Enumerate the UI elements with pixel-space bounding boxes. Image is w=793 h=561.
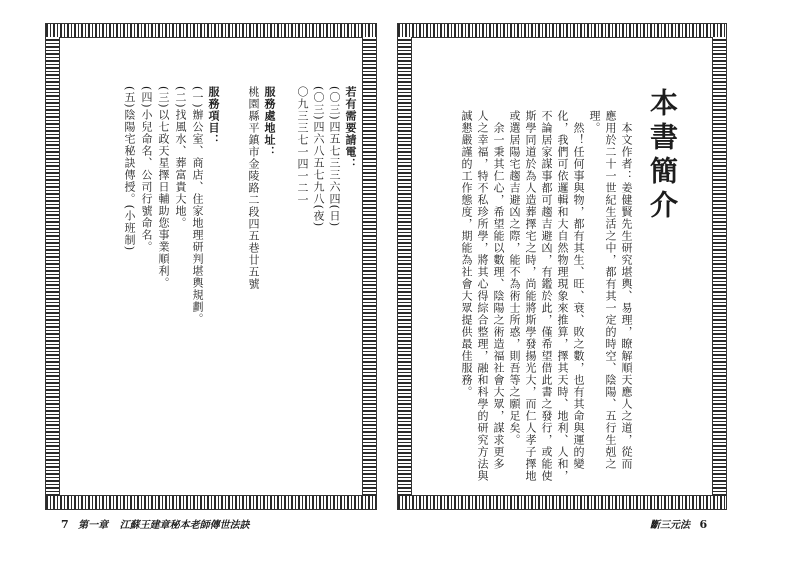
intro-line-5: 化，我們可依邏輯和大自然物理現象來推算，擇其天時、地利、人和， [556,110,569,482]
intro-line-2: 應用於二十一世紀生活之中，都有其一定的時空、陰陽、五行生剋之 [604,110,617,470]
right-page-border-left [398,37,412,496]
intro-line-7: 斯學同道於為人造葬擇宅之時，尚能將斯學發揚光大，而仁人孝子擇地 [524,110,537,482]
intro-line-3: 理。 [588,110,601,134]
intro-line-1: 本文作者：姜健賢先生研究堪輿、易理，瞭解順天應人之道，從而 [620,122,633,470]
left-page-border-bottom [46,495,376,509]
left-running-title: 江蘇王建章秘本老師傳世法訣 [119,520,250,531]
right-page-border-bottom [398,495,726,509]
service-item-5: (五)陰陽宅秘訣傳授。(小班制) [123,86,136,252]
service-item-2: (二)找風水、葬富貴大地。 [174,86,187,229]
left-page-footer [55,516,250,531]
intro-line-6: 不論居家謀事都可趨吉避凶，有鑑於此，僅希望借此書之發行，或能使 [540,110,553,482]
left-page-border-right [362,37,376,496]
intro-line-11: 誠懇嚴謹的工作態度，期能為社會大眾提供最佳服務。 [460,110,473,398]
phone-line-3: 〇九三三七一四一二一 [296,86,309,206]
left-page-border-top [46,24,376,38]
office-heading: 服務處地址： [263,86,276,158]
page-title: 本書簡介 [646,88,679,224]
intro-line-10: 人之幸福，特不私珍所學，將其心得綜合整理，融和科學的研究方法與 [476,110,489,482]
services-heading: 服務項目： [207,86,220,146]
intro-line-4: 然！任何事與物，都有其生、旺、衰、敗之數，也有其命與運的變 [572,122,585,470]
left-chapter-label: 第一章 [78,520,109,531]
intro-line-9: 余一秉其仁心，希望能以數理、陰陽之術造福社會大眾，謀求更多 [492,122,505,470]
contact-heading: 若有需要請電： [344,86,357,170]
service-item-1: (一)辦公室、商店、住家地理研判堪輿規劃。 [191,86,204,325]
right-running-title: 斷三元法 [650,520,690,531]
phone-line-2: (〇三)四六八五七九八(夜) [312,86,325,228]
right-page-border-top [398,24,726,38]
intro-line-8: 或選居陽宅趨吉避凶之際，能不為術士所惑，則吾等之願足矣。 [508,110,521,446]
right-page-border-right [712,37,726,496]
service-item-4: (四)小兒命名、公司行號命名。 [140,86,153,253]
right-page-number: 6 [699,518,708,531]
office-address: 桃園縣平鎮市金陵路二段四五巷廿五號 [247,86,260,290]
phone-line-1: (〇三)四五七三三六四(日) [328,86,341,228]
right-page-footer [650,516,713,531]
left-page-border-left [46,37,60,496]
service-item-3: (三)以七政天星擇日輔助您事業順利。 [157,86,170,289]
left-page-number: 7 [61,518,69,531]
